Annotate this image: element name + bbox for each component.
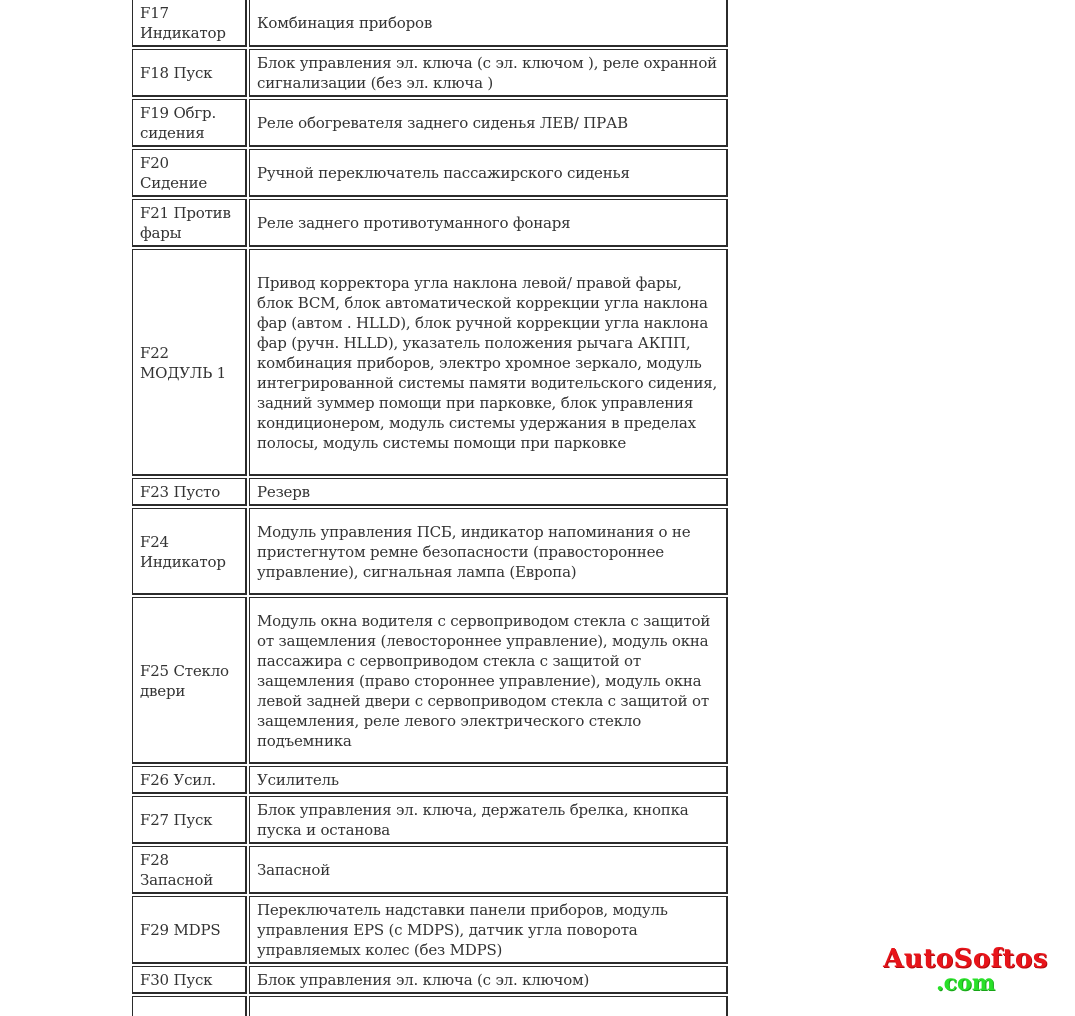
description-cell: Модуль окна водителя с сервоприводом стекла с защитой от защемления (левостороннее управление), модуль окна пассажира с сервоприводом стекла с защитой от защемления (право стороннее управление), модуль окна левой задней двери с сервоприводом стекла с защитой от защемления, реле левого электрического стекло подъемника	[249, 597, 728, 764]
fuse-cell: F18 Пуск	[132, 49, 247, 97]
description-cell: Переключатель надставки панели приборов, модуль управления EPS (с MDPS), датчик угла поворота управляемых колес (без MDPS)	[249, 896, 728, 964]
fuse-table-container	[130, 0, 730, 1016]
fuse-cell: F26 Усил.	[132, 766, 247, 794]
fuse-cell: F22 МОДУЛЬ 1	[132, 249, 247, 476]
fuse-cell: F27 Пуск	[132, 796, 247, 844]
fuse-cell: F19 Обгр. сидения	[132, 99, 247, 147]
description-cell: Блок управления эл. ключа, держатель брелка, кнопка пуска и останова	[249, 796, 728, 844]
autosoftos-watermark-logo	[868, 946, 1063, 994]
table-row	[132, 0, 728, 47]
fuse-cell: F25 Стекло двери	[132, 597, 247, 764]
description-cell: Реле обогревателя заднего сиденья ЛЕВ/ ПРАВ	[249, 99, 728, 147]
table-row	[132, 199, 728, 247]
description-cell: Усилитель	[249, 766, 728, 794]
watermark-domain-text: .com	[935, 970, 995, 996]
fuse-cell: F29 MDPS	[132, 896, 247, 964]
table-row	[132, 846, 728, 894]
table-row	[132, 597, 728, 764]
description-cell: Резерв	[249, 478, 728, 506]
description-cell: Модуль управления ПСБ, индикатор напоминания о не пристегнутом ремне безопасности (правостороннее управление), сигнальная лампа (Европа)	[249, 508, 728, 595]
description-cell	[249, 996, 728, 1016]
fuse-cell	[132, 996, 247, 1016]
table-row	[132, 478, 728, 506]
fuse-cell: F23 Пусто	[132, 478, 247, 506]
table-row	[132, 149, 728, 197]
description-cell: Запасной	[249, 846, 728, 894]
description-cell: Реле заднего противотуманного фонаря	[249, 199, 728, 247]
table-row	[132, 99, 728, 147]
table-row	[132, 508, 728, 595]
fuse-cell: F21 Против фары	[132, 199, 247, 247]
description-cell: Блок управления эл. ключа (с эл. ключом)	[249, 966, 728, 994]
table-row	[132, 249, 728, 476]
fuse-cell: F24 Индикатор	[132, 508, 247, 595]
fuse-cell: F30 Пуск	[132, 966, 247, 994]
description-cell: Привод корректора угла наклона левой/ правой фары, блок BCM, блок автоматической коррекции угла наклона фар (автом . HLLD), блок ручной коррекции угла наклона фар (ручн. HLLD), указатель положения рычага АКПП, комбинация приборов, электро хромное зеркало, модуль интегрированной системы памяти водительского сидения, задний зуммер помощи при парковке, блок управления кондиционером, модуль системы удержания в пределах полосы, модуль системы помощи при парковке	[249, 249, 728, 476]
fuse-table	[130, 0, 730, 1016]
table-row	[132, 766, 728, 794]
table-row	[132, 896, 728, 964]
watermark-main-text: AutoSoftos	[883, 944, 1048, 974]
description-cell: Ручной переключатель пассажирского сиденья	[249, 149, 728, 197]
table-row	[132, 49, 728, 97]
description-cell: Комбинация приборов	[249, 0, 728, 47]
fuse-cell: F17 Индикатор	[132, 0, 247, 47]
table-row-partial-bottom	[132, 996, 728, 1016]
description-cell: Блок управления эл. ключа (с эл. ключом ), реле охранной сигнализации (без эл. ключа )	[249, 49, 728, 97]
table-row	[132, 796, 728, 844]
table-row	[132, 966, 728, 994]
fuse-cell: F20 Сидение	[132, 149, 247, 197]
fuse-cell: F28 Запасной	[132, 846, 247, 894]
